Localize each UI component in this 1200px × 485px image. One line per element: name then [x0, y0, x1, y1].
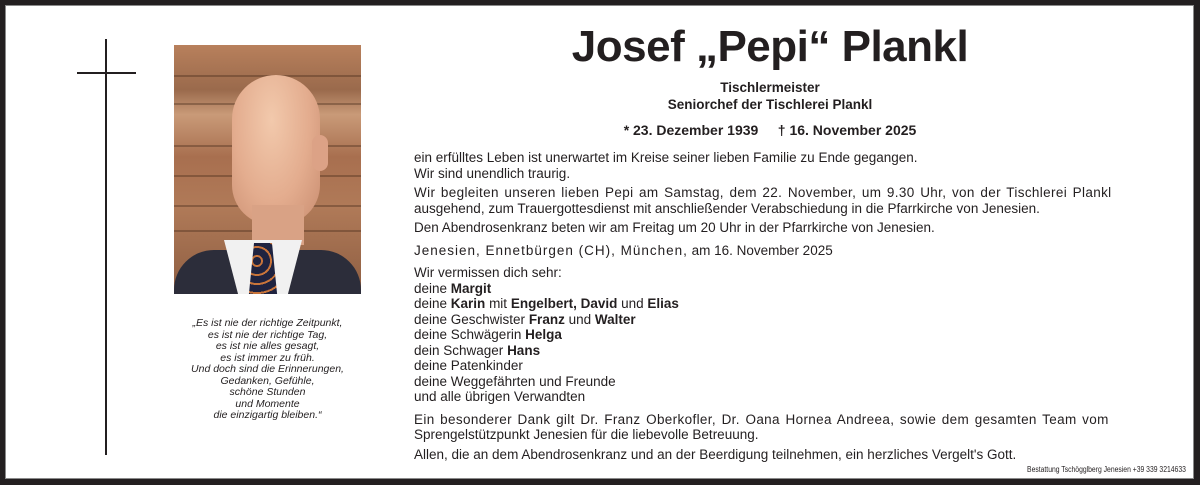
mourners-intro: Wir vermissen dich sehr: — [414, 265, 562, 280]
cross-icon-horizontal — [77, 72, 136, 74]
mourner-name: Helga — [525, 327, 562, 342]
portrait-photo — [174, 45, 361, 294]
funeral-line: ausgehend, zum Trauergottesdienst mit anschließender Verabschiedung in die Pfarrkirche von Jenesien. — [414, 200, 1040, 216]
thanks-line: Ein besonderer Dank gilt Dr. Franz Oberkofler, Dr. Oana Hornea Andreea, sowie dem gesamten Team vom — [414, 411, 1109, 427]
mourner-name: Franz — [528, 311, 565, 327]
mourner-line: deine Karin mit Engelbert, David und Elias — [414, 296, 679, 311]
mourner-name: Elias — [647, 296, 679, 311]
mourner-line: deine Weggefährten und Freunde — [414, 373, 616, 389]
death-date: † 16. November 2025 — [777, 122, 917, 138]
mourner-line: deine Schwägerin Helga — [414, 327, 562, 342]
mourner-line: und alle übrigen Verwandten — [414, 389, 586, 404]
funeral-line: Wir begleiten unseren lieben Pepi am Samstag, dem 22. November, um 9.30 Uhr, von der Tischlerei Plankl — [414, 185, 1112, 200]
mourner-name: Hans — [507, 342, 541, 358]
deceased-profession: Tischlermeister Seniorchef der Tischlerei Plankl — [667, 80, 873, 112]
intro-line: ein erfülltes Leben ist unerwartet im Kreise seiner lieben Familie zu Ende gegangen. — [414, 150, 918, 165]
intro-line: Wir sind unendlich traurig. — [414, 165, 571, 181]
memorial-quote: „Es ist nie der richtige Zeitpunkt, es ist nie der richtige Tag, es ist nie alles gesagt, es ist immer zu früh. Und doch sind die Erinnerungen, Gedanken, Gefühle, schöne Stunden und Momente die einzigartig bleiben.“ — [191, 317, 344, 421]
mourners-list — [414, 281, 1194, 405]
closing-line: Allen, die an dem Abendrosenkranz und an der Beerdigung teilnehmen, ein herzliches Vergelt's Gott. — [414, 446, 1017, 462]
life-dates — [560, 121, 980, 139]
mourner-line: deine Margit — [414, 280, 492, 296]
funeral-home-credit: Bestattung Tschögglberg Jenesien +39 339 3214633 — [1027, 465, 1186, 474]
rosary-line: Den Abendrosenkranz beten wir am Freitag um 20 Uhr in der Pfarrkirche von Jenesien. — [414, 220, 935, 235]
mourner-name: Margit — [450, 280, 492, 296]
birth-date: * 23. Dezember 1939 — [623, 122, 759, 138]
thanks-line: Sprengelstützpunkt Jenesien für die liebevolle Betreuung. — [414, 427, 759, 442]
obituary-body — [414, 150, 1194, 462]
mourner-name: Walter — [594, 311, 636, 327]
portrait-head — [232, 75, 320, 225]
place-date-line: Jenesien, Ennetbürgen (CH), München, am 16. November 2025 — [414, 242, 833, 258]
mourner-name: Engelbert, David — [510, 296, 618, 311]
cross-icon-vertical — [105, 39, 107, 455]
mourner-line: deine Geschwister Franz und Walter — [414, 311, 636, 327]
mourner-name: Karin — [450, 296, 486, 311]
mourner-line: dein Schwager Hans — [414, 342, 541, 358]
mourner-line: deine Patenkinder — [414, 358, 523, 373]
deceased-name: Josef „Pepi“ Plankl — [571, 22, 969, 71]
